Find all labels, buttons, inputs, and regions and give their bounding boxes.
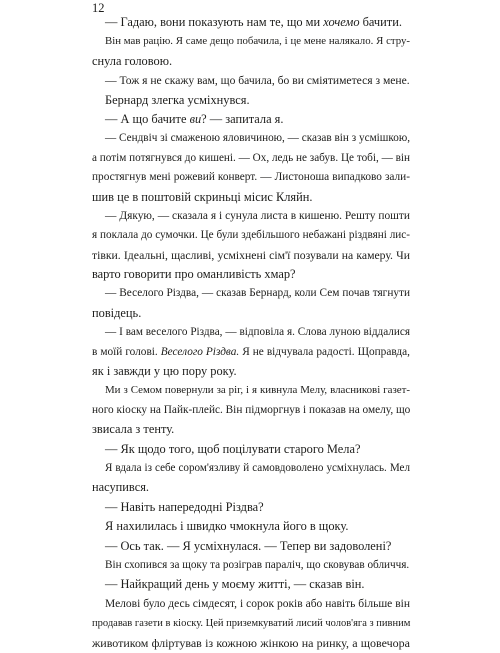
text-line — [92, 614, 410, 633]
text-line — [92, 420, 410, 439]
text-line — [92, 440, 410, 459]
text-line — [92, 226, 410, 245]
text-line — [92, 207, 410, 226]
text-segment: шив це в поштовій скриньці місис Кляйн. — [92, 189, 313, 204]
italic-text: Веселого Різдва. — [160, 345, 240, 358]
text-segment: варто говорити про оманливість хмар? — [92, 267, 296, 282]
text-line — [92, 32, 410, 51]
text-segment: — І вам веселого Різдва, — відповіла я. Слова луною віддалися — [105, 326, 410, 339]
text-segment: — Як щодо того, щоб поцілувати старого Мела? — [105, 441, 361, 456]
text-line — [92, 401, 410, 420]
text-segment: а потім потягнувся до кишені. — Ох, ледь не забув. Це тобі, — він — [92, 151, 410, 164]
text-segment: в моїй голові. — [92, 345, 161, 358]
text-segment: — Дякую, — сказала я і сунула листа в кишеню. Решту пошти — [105, 209, 410, 222]
text-line — [92, 575, 410, 594]
text-line — [92, 304, 410, 323]
text-line — [92, 284, 410, 303]
text-line — [92, 498, 410, 517]
text-segment: як і завжди у цю пору року. — [92, 364, 237, 379]
text-line — [92, 537, 410, 556]
text-segment: насупився. — [92, 480, 149, 495]
text-segment: тівки. Ідеальні, щасливі, усміхнені сім'ї позували на камеру. Чи — [92, 248, 410, 262]
text-segment: Мелові було десь сімдесят, і сорок років або навіть більше він — [105, 597, 410, 610]
text-segment: простягнув мені рожевий конверт. — Листоноша випадково зали- — [92, 171, 410, 184]
text-segment: животиком фліртував із кожною жінкою на ринку, а щовечора — [92, 635, 410, 650]
text-segment: повідець. — [92, 305, 142, 320]
text-line — [92, 13, 410, 32]
text-segment: снула головою. — [92, 53, 173, 68]
text-line — [92, 129, 410, 148]
text-line — [92, 362, 410, 381]
text-line — [92, 71, 410, 90]
italic-text: хочемо — [323, 15, 360, 29]
body-text — [92, 13, 410, 653]
text-segment: продавав газети в кіоску. Цей приземкуватий лисий чолов'яга з пивним — [92, 618, 411, 630]
text-line — [92, 459, 410, 478]
text-line — [92, 188, 410, 207]
text-line — [92, 265, 410, 284]
text-segment: ? — запитала я. — [201, 111, 284, 126]
text-segment: бачити. — [359, 15, 402, 29]
text-segment: ного кіоску на Пайк-плейс. Він підморгнув і показав на омелу, що — [92, 403, 411, 416]
text-segment: я поклала до сумочки. Це були здебільшого небажані різдвяні лис- — [92, 229, 410, 242]
text-line — [92, 517, 410, 536]
text-segment: — Ось так. — Я усміхнулася. — Тепер ви задоволені? — [105, 538, 392, 553]
text-segment: Я не відчувала радості. Щоправда, — [239, 345, 410, 358]
text-segment: — Найкращий день у моєму житті, — сказав він. — [105, 577, 365, 592]
text-segment: звисала з тенту. — [92, 422, 175, 437]
text-line — [92, 381, 410, 400]
text-segment: — А що бачите — [105, 111, 190, 126]
text-line — [92, 91, 410, 110]
text-line — [92, 556, 410, 575]
text-line — [92, 343, 410, 362]
text-line — [92, 149, 410, 168]
text-line — [92, 634, 410, 653]
text-segment: — Гадаю, вони показують нам те, що ми — [105, 15, 324, 29]
text-line — [92, 110, 410, 129]
text-line — [92, 478, 410, 497]
text-segment: — Веселого Різдва, — сказав Бернард, коли Сем почав тягнути — [105, 287, 410, 300]
italic-text: ви — [189, 111, 202, 126]
text-segment: — Тож я не скажу вам, що бачила, бо ви сміятиметеся з мене. — [105, 74, 410, 88]
text-line — [92, 323, 410, 342]
text-segment: — Навіть напередодні Різдва? — [105, 499, 264, 514]
text-segment: Він схопився за щоку та розіграв параліч, що сковував обличчя. — [105, 558, 410, 571]
text-segment: — Сендвіч зі смаженою яловичиною, — сказав він з усмішкою, — [105, 132, 410, 145]
text-line — [92, 168, 410, 187]
text-line — [92, 595, 410, 614]
text-segment: Бернард злегка усміхнувся. — [105, 92, 250, 107]
page-number: 12 — [92, 1, 105, 15]
text-segment: Я нахилилась і швидко чмокнула його в щоку. — [105, 519, 349, 534]
text-segment: Я вдала із себе сором'язливу й самовдоволено усміхнулась. Мел — [105, 461, 410, 474]
text-segment: Ми з Семом повернули за ріг, і я кивнула Мелу, власникові газет- — [105, 384, 410, 397]
text-segment: Він мав рацію. Я саме дещо побачила, і це мене налякало. Я стру- — [105, 35, 410, 48]
text-line — [92, 52, 410, 71]
text-line — [92, 246, 410, 265]
